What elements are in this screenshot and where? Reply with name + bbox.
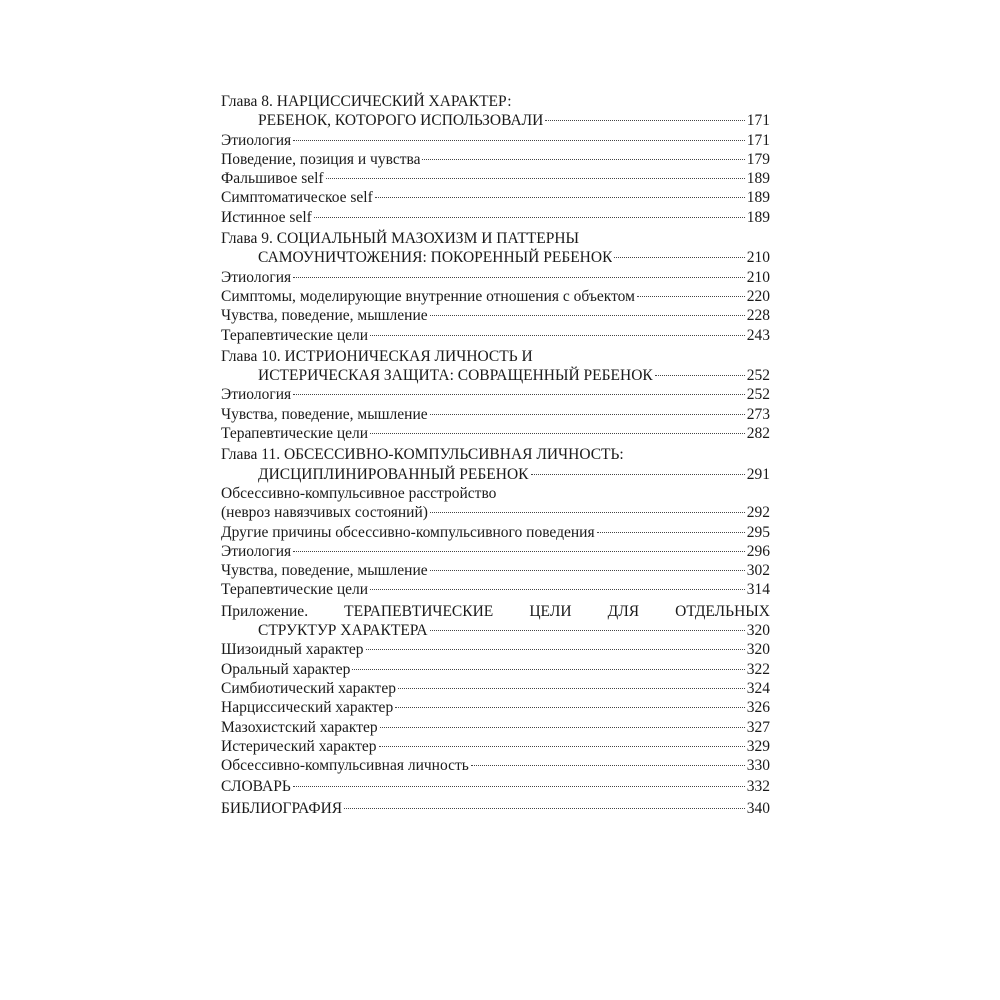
page-number: 171 (746, 112, 770, 130)
page-number: 179 (746, 150, 770, 168)
dot-leader (293, 140, 745, 141)
dot-leader (344, 808, 745, 809)
toc-entry[interactable] (221, 424, 770, 443)
page-number: 228 (746, 307, 770, 325)
chapter-11-heading (221, 445, 770, 464)
entry-label: Симптомы, моделирующие внутренние отношения с объектом (221, 287, 635, 305)
appendix-heading-row[interactable] (221, 621, 770, 640)
chapter-11-title: Глава 11. ОБСЕССИВНО-КОМПУЛЬСИВНАЯ ЛИЧНОСТЬ: (221, 446, 624, 464)
entry-label: Этиология (221, 268, 292, 286)
dot-leader (370, 335, 745, 336)
dot-leader (545, 120, 744, 121)
page-number: 322 (746, 660, 770, 678)
entry-label: Шизоидный характер (221, 641, 364, 659)
page-number: 326 (746, 699, 770, 717)
dot-leader (430, 630, 745, 631)
page-number: 292 (746, 504, 770, 522)
chapter-8-heading-row[interactable] (221, 111, 770, 130)
dot-leader (352, 669, 744, 670)
dot-leader (637, 296, 745, 297)
page-number: 295 (746, 523, 770, 541)
dot-leader (430, 570, 745, 571)
chapter-8-heading (221, 92, 770, 111)
entry-label: Истинное self (221, 208, 312, 226)
toc-entry[interactable] (221, 756, 770, 775)
toc-entry[interactable] (221, 405, 770, 424)
chapter-10-subtitle: ИСТЕРИЧЕСКАЯ ЗАЩИТА: СОВРАЩЕННЫЙ РЕБЕНОК (258, 367, 653, 385)
page-number: 324 (746, 679, 770, 697)
toc-entry[interactable] (221, 268, 770, 287)
dot-leader (430, 315, 745, 316)
page-number: 332 (746, 778, 770, 796)
page-number: 189 (746, 189, 770, 207)
toc-entry[interactable] (221, 188, 770, 207)
chapter-10-heading (221, 347, 770, 366)
entry-label: Терапевтические цели (221, 425, 369, 443)
dot-leader (430, 512, 745, 513)
dot-leader (326, 178, 745, 179)
page-number: 314 (746, 581, 770, 599)
chapter-11-heading-row[interactable] (221, 465, 770, 484)
entry-label: Чувства, поведение, мышление (221, 405, 428, 423)
toc-entry[interactable] (221, 660, 770, 679)
toc-entry[interactable] (221, 131, 770, 150)
dot-leader (314, 217, 745, 218)
chapter-10-heading-row[interactable] (221, 366, 770, 385)
toc-entry[interactable] (221, 385, 770, 404)
entry-label: Этиология (221, 542, 292, 560)
chapter-11-subtitle: ДИСЦИПЛИНИРОВАННЫЙ РЕБЕНОК (258, 465, 529, 483)
dot-leader (375, 197, 745, 198)
dot-leader (597, 532, 745, 533)
chapter-9-title: Глава 9. СОЦИАЛЬНЫЙ МАЗОХИЗМ И ПАТТЕРНЫ (221, 230, 580, 248)
chapter-8-subtitle: РЕБЕНОК, КОТОРОГО ИСПОЛЬЗОВАЛИ (258, 112, 544, 130)
toc-entry-multiline (221, 484, 770, 503)
page-number: 320 (746, 641, 770, 659)
page-number: 273 (746, 405, 770, 423)
page-number: 302 (746, 562, 770, 580)
dot-leader (380, 727, 745, 728)
entry-label: Фальшивое self (221, 170, 324, 188)
page-number: 320 (746, 622, 770, 640)
glossary-label: СЛОВАРЬ (221, 778, 291, 796)
entry-label: Этиология (221, 386, 292, 404)
entry-label: Чувства, поведение, мышление (221, 307, 428, 325)
page-number: 243 (746, 326, 770, 344)
dot-leader (370, 433, 745, 434)
page-number: 296 (746, 542, 770, 560)
appendix-title: Приложение. ТЕРАПЕВТИЧЕСКИЕ ЦЕЛИ ДЛЯ ОТДЕЛЬНЫХ (221, 602, 770, 620)
entry-label: Мазохистский характер (221, 718, 378, 736)
entry-label: Истерический характер (221, 737, 377, 755)
toc-entry[interactable] (221, 679, 770, 698)
toc-entry[interactable] (221, 718, 770, 737)
entry-label: Чувства, поведение, мышление (221, 562, 428, 580)
appendix-subtitle: СТРУКТУР ХАРАКТЕРА (258, 622, 428, 640)
chapter-8-title: Глава 8. НАРЦИССИЧЕСКИЙ ХАРАКТЕР: (221, 93, 512, 110)
page-number: 327 (746, 718, 770, 736)
appendix-heading (221, 602, 770, 621)
page-number: 210 (746, 249, 770, 267)
toc-entry[interactable] (221, 150, 770, 169)
toc-entry[interactable] (221, 287, 770, 306)
page-number: 210 (746, 268, 770, 286)
entry-label: Терапевтические цели (221, 326, 369, 344)
toc-entry[interactable] (221, 580, 770, 599)
dot-leader (614, 257, 744, 258)
entry-label: Обсессивно-компульсивное расстройство (221, 484, 497, 502)
page-number: 220 (746, 287, 770, 305)
dot-leader (370, 589, 745, 590)
dot-leader (293, 277, 745, 278)
toc-entry-glossary[interactable] (221, 777, 770, 796)
toc-entry[interactable] (221, 326, 770, 345)
table-of-contents (221, 92, 770, 818)
chapter-9-heading (221, 229, 770, 248)
chapter-9-heading-row[interactable] (221, 248, 770, 267)
dot-leader (293, 551, 745, 552)
bibliography-label: БИБЛИОГРАФИЯ (221, 799, 343, 817)
page-number: 252 (746, 367, 770, 385)
chapter-9-subtitle: САМОУНИЧТОЖЕНИЯ: ПОКОРЕННЫЙ РЕБЕНОК (258, 249, 613, 267)
page-number: 171 (746, 131, 770, 149)
toc-entry-bibliography[interactable] (221, 799, 770, 818)
toc-entry[interactable] (221, 698, 770, 717)
entry-label: Этиология (221, 131, 292, 149)
page-number: 252 (746, 386, 770, 404)
page-number: 189 (746, 208, 770, 226)
dot-leader (430, 414, 745, 415)
dot-leader (422, 159, 744, 160)
toc-entry[interactable] (221, 306, 770, 325)
toc-entry[interactable] (221, 737, 770, 756)
entry-label: Другие причины обсессивно-компульсивного поведения (221, 523, 595, 541)
toc-entry[interactable] (221, 503, 770, 522)
entry-label: Симбиотический характер (221, 679, 396, 697)
toc-entry[interactable] (221, 542, 770, 561)
page-number: 329 (746, 737, 770, 755)
page-number: 282 (746, 425, 770, 443)
dot-leader (293, 786, 745, 787)
entry-label: Поведение, позиция и чувства (221, 150, 421, 168)
toc-entry[interactable] (221, 640, 770, 659)
dot-leader (531, 474, 745, 475)
dot-leader (395, 707, 745, 708)
dot-leader (293, 394, 745, 395)
entry-label: (невроз навязчивых состояний) (221, 504, 428, 522)
page-number: 340 (746, 799, 770, 817)
entry-label: Обсессивно-компульсивная личность (221, 757, 469, 775)
dot-leader (379, 746, 745, 747)
dot-leader (398, 688, 745, 689)
dot-leader (471, 765, 745, 766)
page-number: 189 (746, 170, 770, 188)
chapter-10-title: Глава 10. ИСТРИОНИЧЕСКАЯ ЛИЧНОСТЬ И (221, 347, 533, 365)
entry-label: Симптоматическое self (221, 189, 373, 207)
page-number: 291 (746, 465, 770, 483)
toc-entry[interactable] (221, 208, 770, 227)
dot-leader (366, 649, 745, 650)
entry-label: Оральный характер (221, 660, 351, 678)
toc-entry[interactable] (221, 169, 770, 188)
entry-label: Терапевтические цели (221, 581, 369, 599)
toc-entry[interactable] (221, 561, 770, 580)
page-number: 330 (746, 757, 770, 775)
entry-label: Нарциссический характер (221, 699, 394, 717)
toc-entry[interactable] (221, 523, 770, 542)
dot-leader (655, 375, 745, 376)
